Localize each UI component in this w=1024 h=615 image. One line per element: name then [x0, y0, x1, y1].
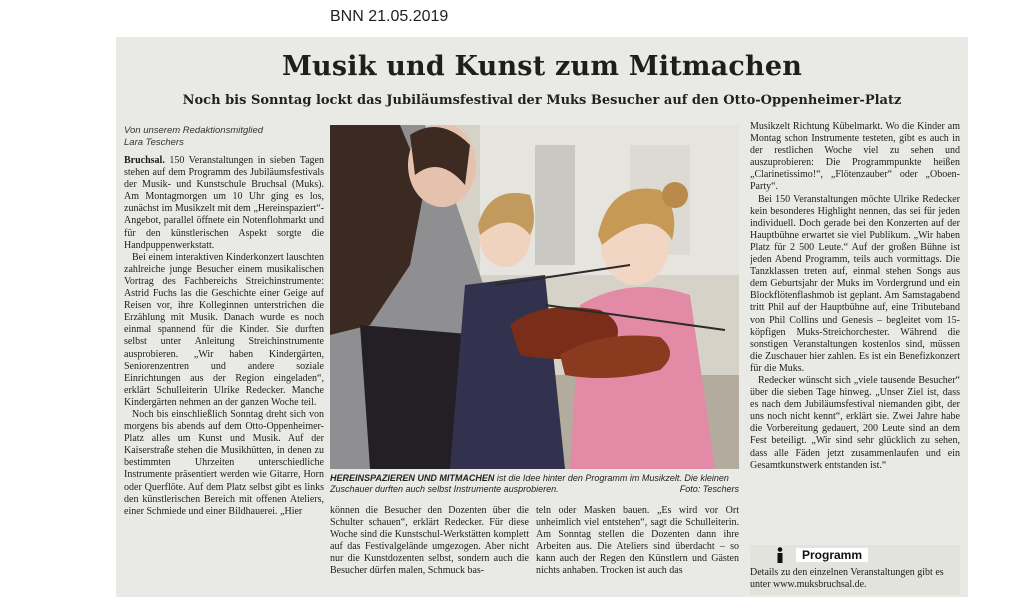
subheadline: Noch bis Sonntag lockt das Jubiläumsfestival der Muks Besucher auf den Otto-Oppenheimer-Platz [182, 93, 902, 108]
dateline: BNN 21.05.2019 [330, 8, 449, 25]
caption-text: ist die Idee hinter den Programm im Musikzelt. Die kleinen Zuschauer durften auch selbst Instrumente ausprobieren. [330, 473, 729, 494]
photo-caption [330, 473, 739, 495]
byline-author: Lara Teschers [124, 137, 184, 148]
byline-role: Von unserem Redaktionsmitglied [124, 125, 264, 136]
paragraph: Bei 150 Veranstaltungen möchte Ulrike Redecker kein besonderes Highlight nennen, das sei für jeden individuell. Doch gerade bei den Konzerten auf der Hauptbühne erwartet sie viel Publikum. „Wir haben Platz für 2 500 Leute.“ Auf der großen Bühne ist jeden Abend Programm, teils auch vormittags. Die Tanzklassen treten auf, einmal stehen Songs aus dem Geburtsjahr der Muks im Vordergrund und ein Blockflötenflashmob ist geplant. Am Samstagabend tritt Phil auf der Hauptbühne auf, eine Tributeband von Phil Collins und Genesis – begleitet vom 15-köpfigen Muks-Streichorchester. Während die sonstigen Veranstaltungen kostenlos sind, müssen die Zuschauer hier zahlen. Es ist ein Benefizkonzert für die Muks. [750, 193, 960, 374]
photo-credit: Foto: Teschers [679, 484, 739, 494]
info-box-text: Details zu den einzelnen Veranstaltungen gibt es unter www.muksbruchsal.de. [750, 567, 944, 590]
article-column-4 [750, 121, 960, 543]
paragraph: Bruchsal. 150 Veranstaltungen in sieben Tagen stehen auf dem Programm des Jubiläumsfestivals der Musik- und Kunstschule Bruchsal (Muks). Am Montagmorgen um 10 Uhr ging es los, zunächst im Musikzelt mit dem „Hereinspaziert“-Angebot, parallel öffnete ein Notenflohmarkt und für den künstlerischen Aspekt sorgte die Handpuppenwerkstatt. [124, 155, 324, 251]
info-icon [774, 547, 786, 563]
paragraph: können die Besucher den Dozenten über die Schulter schauen“, erklärt Redecker. Für diese Woche sind die Kunstschul-Werkstätten komplett auf das Festivalgelände umgezogen. Aber nicht nur die Kunstdozenten selbst, sondern auch die Besucher dürfen malen, Schmuck bas- [330, 505, 529, 577]
info-box-title: Programm [796, 548, 868, 562]
paragraph: Musikzelt Richtung Kübelmarkt. Wo die Kinder am Montag schon Instrumente testeten, gibt es auch in der restlichen Woche viel zu sehen und auszuprobieren: Die Programmpunkte heißen „Clarinetissimo!“, „Flötenzauber“ oder „Oboen-Party“. [750, 121, 960, 193]
photo-illustration [330, 125, 739, 469]
paragraph: Noch bis einschließlich Sonntag dreht sich von morgens bis abends auf dem Otto-Oppenheimer-Platz alles um Kunst und Musik. Auf der Kaiserstraße stehen die Musikhütten, in denen zu bestimmten Uhrzeiten unterschiedliche Instrumente präsentiert werden wie Gitarre, Horn oder Querflöte. Auf dem Platz selbst gibt es links den künstlerischen Bereich mit offenen Ateliers, einer Schmiede und einer Bildhauerei. „Hier [124, 408, 324, 517]
article-column-3 [536, 505, 739, 593]
newspaper-clipping [116, 37, 968, 597]
paragraph: Redecker wünscht sich „viele tausende Besucher“ über die sieben Tage hinweg. „Unser Ziel ist, dass es nach dem Jubiläumsfestival niemanden gibt, der uns noch nicht kennt“, erklärt sie. Zwei Jahre habe die Vorbereitung gedauert, 200 Leute sind an dem Fest beteiligt. „Wir sind sehr glücklich zu sehen, dass alle Fäden jetzt zusammenlaufen und ein Gesamtkunstwerk entstanden ist.“ [750, 374, 960, 471]
article-column-1 [124, 155, 324, 595]
paragraph: teln oder Masken bauen. „Es wird vor Ort unheimlich viel entstehen“, sagt die Schulleiterin. Am Sonntag stellen die Dozenten dann ihre Arbeiten aus. Die Ateliers sind überdacht – so kann auch der Regen den Künstlern und Gästen nichts anhaben. Trocken ist auch das [536, 505, 739, 577]
paragraph: Bei einem interaktiven Kinderkonzert lauschten zahlreiche junge Besucher einem musikalischen Vortrag des Fachbereichs Streichinstrumente: Astrid Fuchs las die Geschichte einer Geige auf Reisen vor, ihre Kolleginnen unterstrichen die Erzählung mit Musik. Danach wurde es noch einmal spannend für die Kinder. Sie durften selbst unter Anleitung Streichinstrumente ausprobieren. „Wir haben Kindergärten, Seniorenzentren und andere soziale Einrichtungen aus der Region eingeladen“, erklärt Schulleiterin Ulrike Redecker. Manche Kindergärten nehmen an der ganzen Woche teil. [124, 251, 324, 408]
info-box-header [774, 547, 934, 563]
article-column-2 [330, 505, 529, 593]
byline [124, 125, 324, 149]
caption-lead: HEREINSPAZIEREN UND MITMACHEN [330, 473, 495, 483]
headline: Musik und Kunst zum Mitmachen [281, 51, 803, 82]
location-lead: Bruchsal. [124, 155, 165, 166]
article-photo [330, 125, 739, 469]
info-box [750, 545, 960, 595]
